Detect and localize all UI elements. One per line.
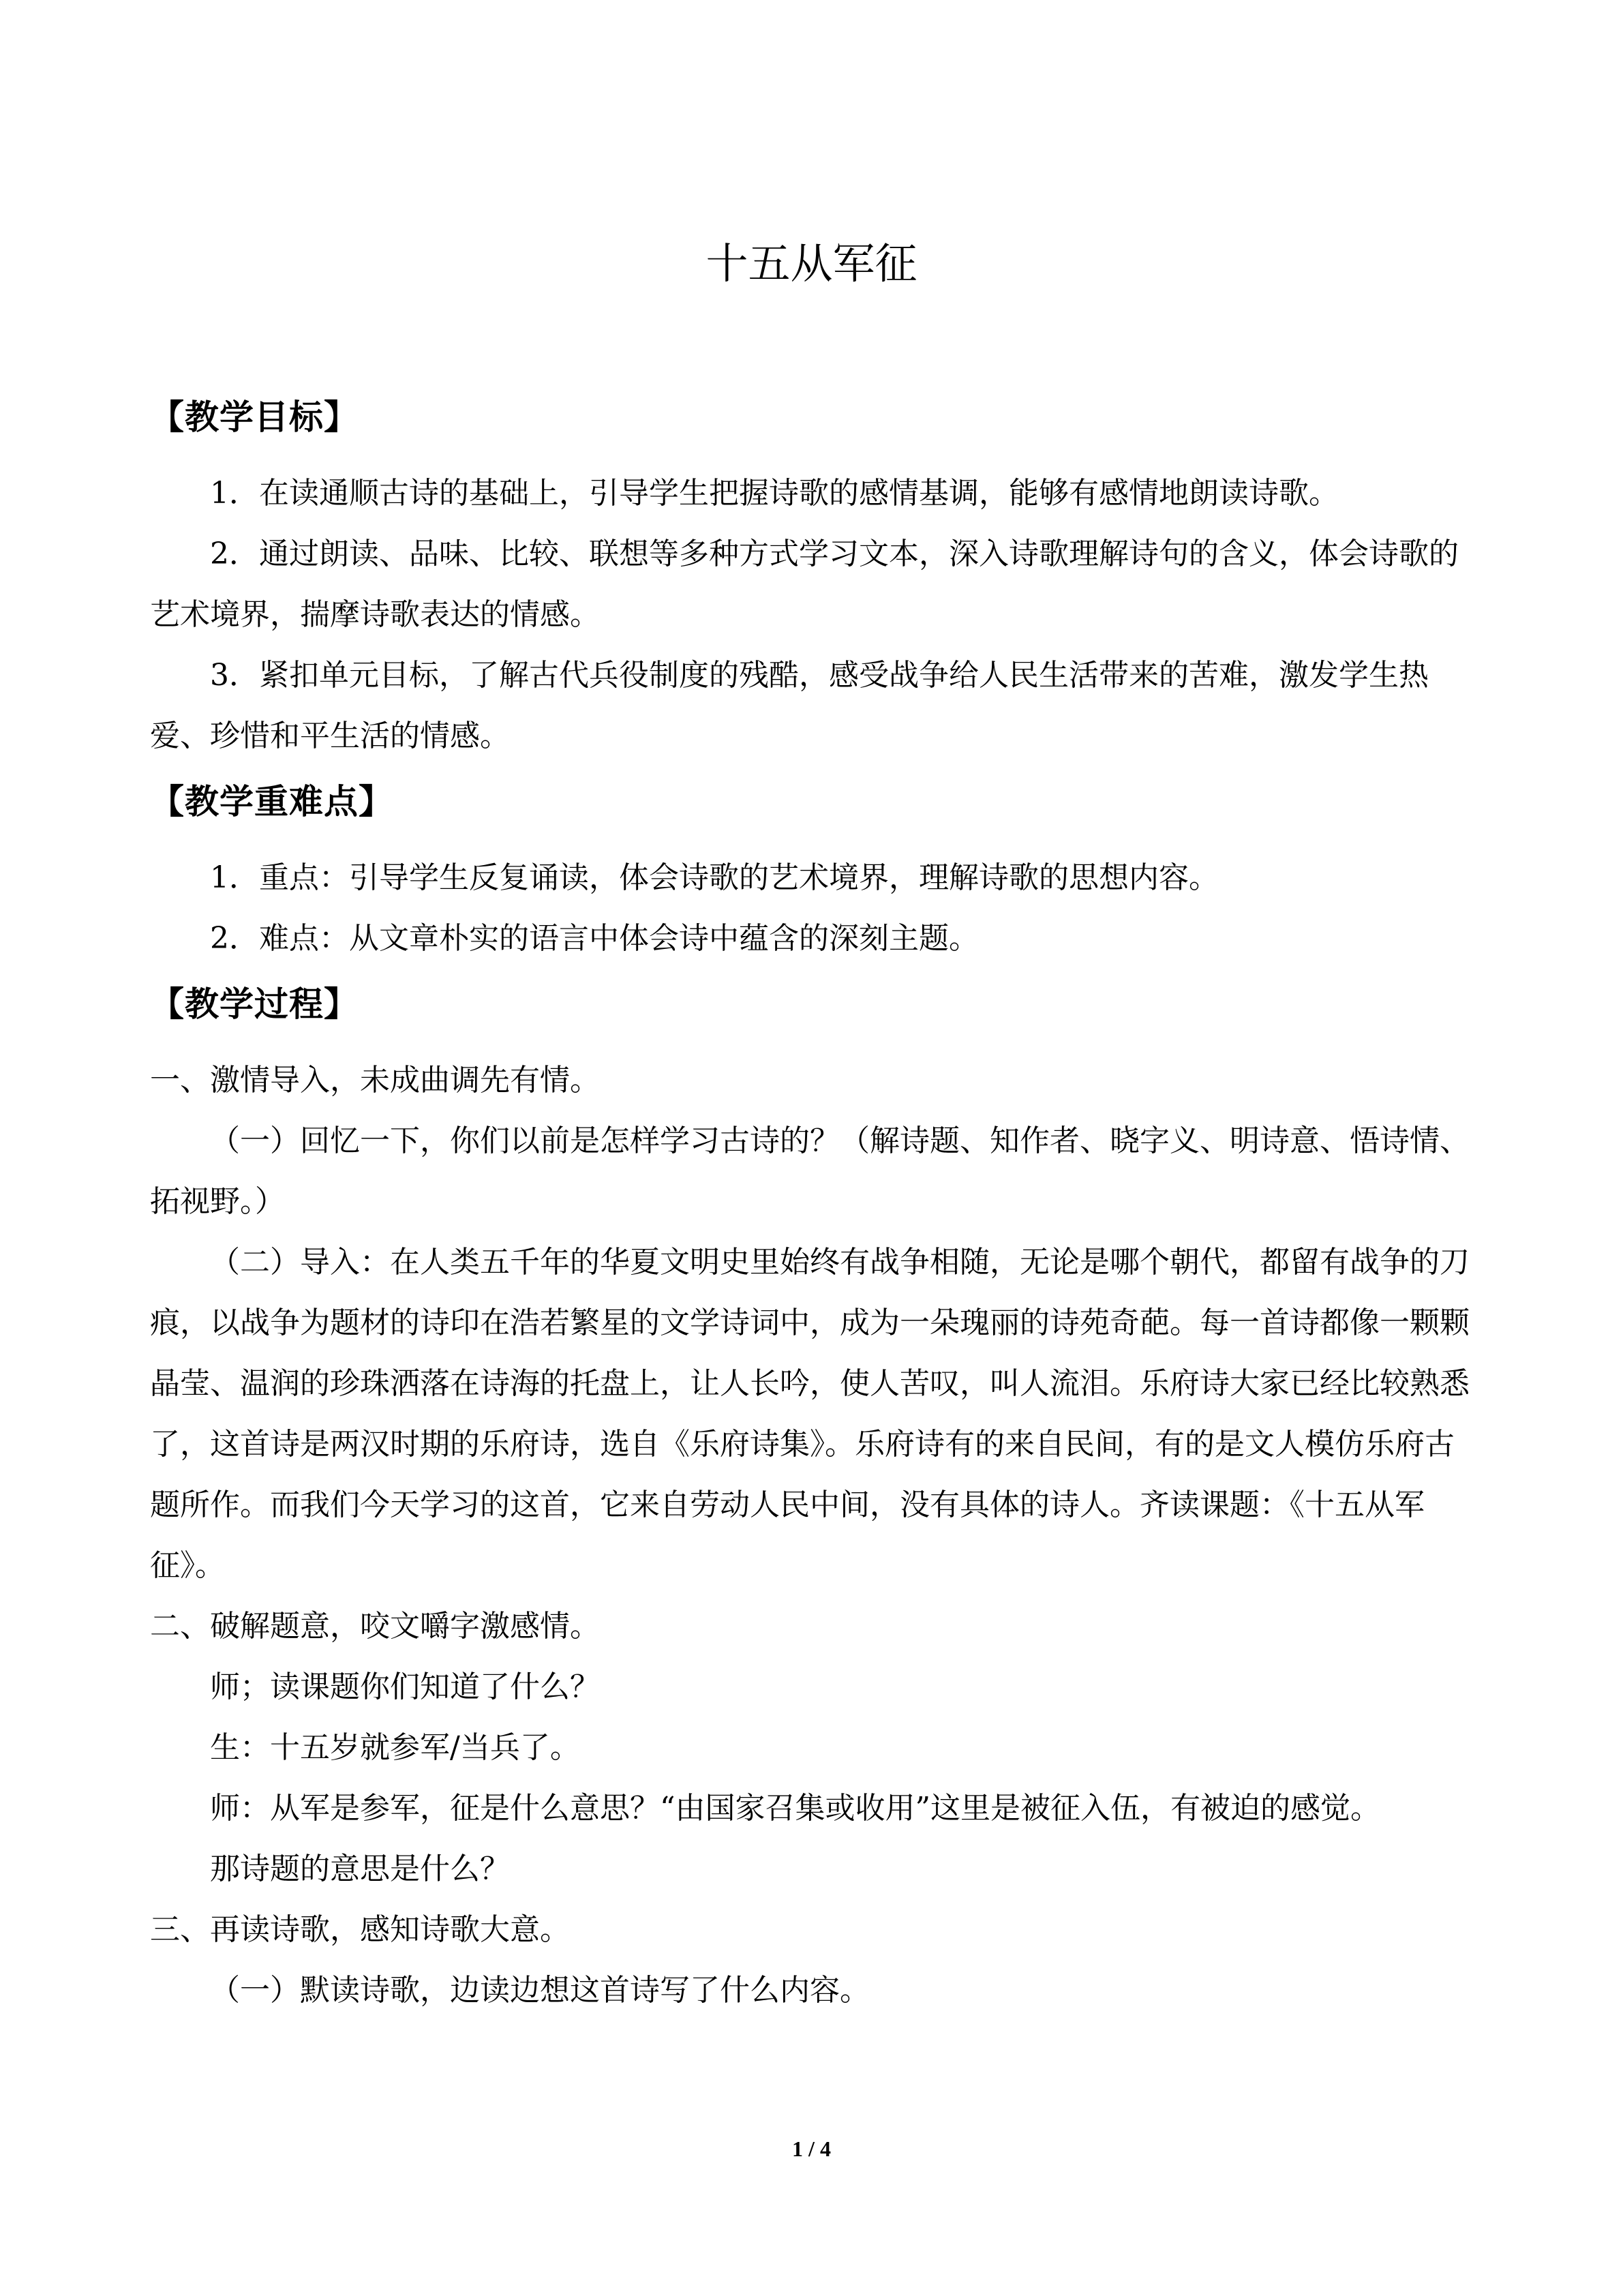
- process-step-heading-2: 二、破解题意，咬文嚼字激感情。: [150, 1609, 600, 1644]
- process-paragraph: （一）默读诗歌，边读边想这首诗写了什么内容。: [210, 1973, 870, 2008]
- goal-item-2: 2．通过朗读、品味、比较、联想等多种方式学习文本，深入诗歌理解诗句的含义，体会诗歌的艺术境界，揣摩诗歌表达的情感。: [150, 537, 1459, 632]
- document-body: [150, 382, 1476, 2021]
- section-heading-process: 【教学过程】: [150, 984, 359, 1024]
- process-paragraph: （二）导入：在人类五千年的华夏文明史里始终有战争相随，无论是哪个朝代，都留有战争的刀痕，以战争为题材的诗印在浩若繁星的文学诗词中，成为一朵瑰丽的诗苑奇葩。每一首诗都像一颗颗晶莹、温润的珍珠洒落在诗海的托盘上，让人长吟，使人苦叹，叫人流泪。乐府诗大家已经比较熟悉了，这首诗是两汉时期的乐府诗，选自《乐府诗集》。乐府诗有的来自民间，有的是文人模仿乐府古题所作。而我们今天学习的这首，它来自劳动人民中间，没有具体的诗人。齐读课题：《十五从军征》。: [150, 1245, 1470, 1583]
- section-heading-goals: 【教学目标】: [150, 397, 359, 437]
- process-paragraph: （一）回忆一下，你们以前是怎样学习古诗的？（解诗题、知作者、晓字义、明诗意、悟诗情、拓视野。）: [150, 1123, 1470, 1219]
- section-heading-key-points: 【教学重难点】: [150, 782, 393, 821]
- dialogue-line: 那诗题的意思是什么？: [210, 1852, 510, 1886]
- process-step-heading-1: 一、激情导入，未成曲调先有情。: [150, 1063, 600, 1098]
- goal-item-1: 1．在读通顺古诗的基础上，引导学生把握诗歌的感情基调，能够有感情地朗读诗歌。: [210, 476, 1339, 511]
- dialogue-line: 生：十五岁就参军/当兵了。: [210, 1730, 580, 1765]
- process-step-heading-3: 三、再读诗歌，感知诗歌大意。: [150, 1912, 570, 1947]
- page-number: 1 / 4: [792, 2136, 831, 2161]
- document-title: 十五从军征: [706, 238, 917, 288]
- key-point-item-1: 1．重点：引导学生反复诵读，体会诗歌的艺术境界，理解诗歌的思想内容。: [210, 860, 1219, 895]
- key-point-item-2: 2．难点：从文章朴实的语言中体会诗中蕴含的深刻主题。: [210, 921, 979, 956]
- dialogue-line: 师：从军是参军，征是什么意思？“由国家召集或收用”这里是被征入伍，有被迫的感觉。: [210, 1791, 1380, 1826]
- goal-item-3: 3．紧扣单元目标，了解古代兵役制度的残酷，感受战争给人民生活带来的苦难，激发学生热爱、珍惜和平生活的情感。: [150, 658, 1429, 753]
- dialogue-line: 师；读课题你们知道了什么？: [210, 1670, 600, 1704]
